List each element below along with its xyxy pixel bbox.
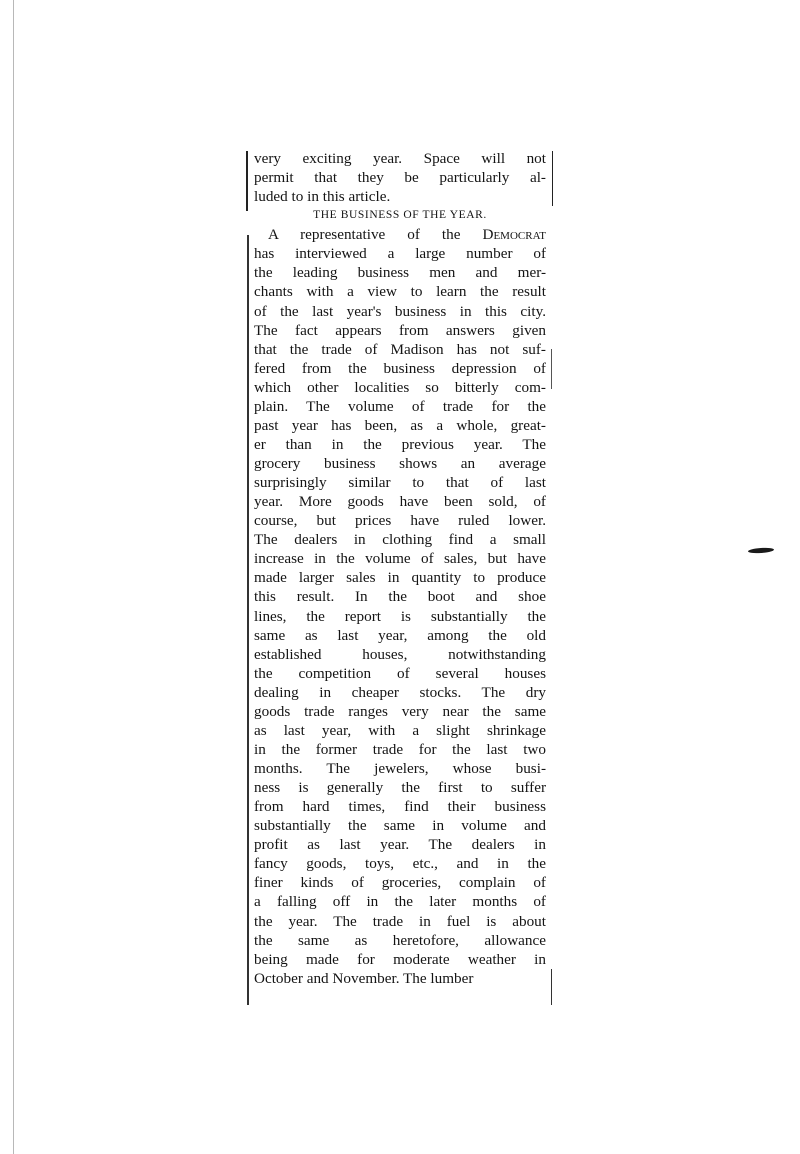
article-line: past year has been, as a whole, great-	[254, 416, 546, 434]
page-edge-line	[13, 0, 14, 1154]
article-line: surprisingly similar to that of last	[254, 474, 546, 492]
article-line: which other localities so bitterly com-	[254, 378, 546, 396]
column-rule-right-bottom	[551, 969, 553, 1005]
article-line: chants with a view to learn the result	[254, 283, 546, 301]
margin-ink-mark	[748, 547, 774, 554]
article-line: in the former trade for the last two	[254, 740, 546, 758]
article-line: months. The jewelers, whose busi-	[254, 760, 546, 777]
newspaper-name: Democrat	[482, 226, 546, 244]
article-line: made larger sales in quantity to produce	[254, 569, 546, 587]
article-line: ness is generally the first to suffer	[254, 779, 546, 797]
article-line: of the last year's business in this city.	[254, 302, 546, 320]
column-rule-right-mid	[551, 349, 552, 389]
article-line: substantially the same in volume and	[254, 817, 546, 835]
article-line: course, but prices have ruled lower.	[254, 512, 546, 530]
article-line: October and November. The lumber	[254, 969, 474, 987]
article-line: The dealers in clothing find a small	[254, 531, 546, 549]
article-line: year. More goods have been sold, of	[254, 493, 546, 511]
article-line: grocery business shows an average	[254, 455, 546, 472]
article-line: being made for moderate weather in	[254, 950, 546, 968]
article-line: goods trade ranges very near the same	[254, 702, 546, 720]
article-line: finer kinds of groceries, complain of	[254, 874, 546, 892]
article-line: er than in the previous year. The	[254, 435, 546, 453]
article-line: profit as last year. The dealers in	[254, 836, 546, 854]
article-line: the leading business men and mer-	[254, 264, 546, 282]
article-line: fancy goods, toys, etc., and in the	[254, 855, 546, 873]
article-line: permit that they be particularly al-	[254, 169, 546, 187]
article-line: fered from the business depression of	[254, 359, 546, 377]
section-heading: THE BUSINESS OF THE YEAR.	[313, 209, 487, 222]
article-line: that the trade of Madison has not suf-	[254, 340, 546, 358]
article-line: lines, the report is substantially the	[254, 607, 546, 625]
article-line: increase in the volume of sales, but have	[254, 550, 546, 568]
article-line: same as last year, among the old	[254, 626, 546, 644]
article-line: a falling off in the later months of	[254, 893, 546, 911]
article-line: has interviewed a large number of	[254, 245, 546, 263]
article-line: luded to in this article.	[254, 188, 391, 206]
column-rule-right-top	[552, 151, 554, 206]
article-text	[254, 149, 546, 988]
paragraph-first-line	[254, 225, 546, 244]
column-rule-left-top	[246, 151, 248, 211]
article-line: very exciting year. Space will not	[254, 150, 546, 167]
newspaper-column	[246, 149, 553, 1006]
article-line: as last year, with a slight shrinkage	[254, 721, 546, 739]
column-rule-left	[247, 235, 249, 1005]
article-line: from hard times, find their business	[254, 798, 546, 816]
article-line: the year. The trade in fuel is about	[254, 912, 546, 930]
article-line: this result. In the boot and shoe	[254, 588, 546, 606]
article-line: plain. The volume of trade for the	[254, 397, 546, 415]
article-line: The fact appears from answers given	[254, 321, 546, 339]
article-line: the competition of several houses	[254, 664, 546, 682]
article-line: established houses, notwithstanding	[254, 645, 546, 663]
paragraph-first-line-text: A representative of the	[268, 226, 461, 244]
article-line: the same as heretofore, allowance	[254, 931, 546, 949]
article-line: dealing in cheaper stocks. The dry	[254, 683, 546, 701]
paragraph-body	[254, 244, 546, 987]
